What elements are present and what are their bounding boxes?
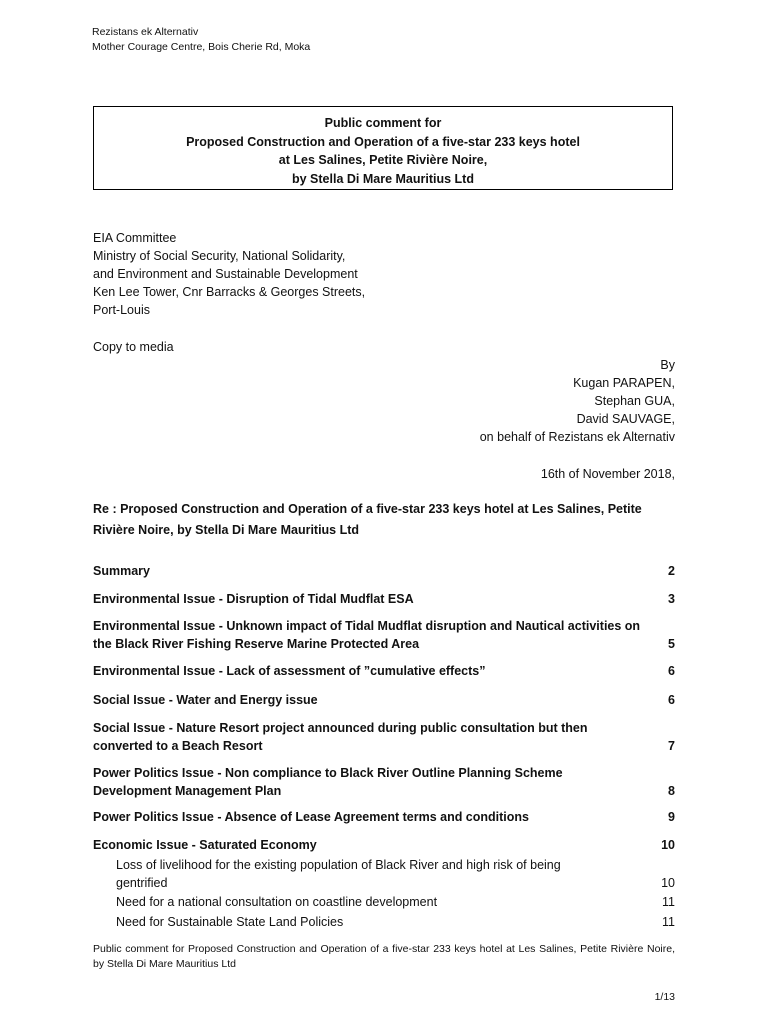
toc-subitem-title: Need for a national consultation on coastline development bbox=[116, 895, 438, 909]
toc-subitem-title: Loss of livelihood for the existing population of Black River and high risk of being gentrified bbox=[116, 858, 561, 890]
toc-item bbox=[93, 691, 675, 709]
toc-item-title: Summary bbox=[93, 564, 150, 578]
toc-subitem-page: 10 bbox=[661, 876, 675, 890]
toc-item-title: Social Issue - Water and Energy issue bbox=[93, 693, 318, 707]
toc-item-page: 3 bbox=[668, 592, 675, 606]
recipient-line-3: and Environment and Sustainable Development bbox=[93, 267, 358, 281]
toc-item-page: 6 bbox=[668, 664, 675, 678]
toc-item-page: 10 bbox=[661, 838, 675, 852]
recipient-line-1: EIA Committee bbox=[93, 231, 177, 245]
recipient-line-5: Port-Louis bbox=[93, 303, 150, 317]
title-line-1: Public comment for bbox=[324, 116, 442, 130]
page-footer: Public comment for Proposed Construction and Operation of a five-star 233 keys hotel at Les Salines, Petite Rivière Noire, by Stella Di Mare Mauritius Ltd bbox=[93, 943, 675, 970]
toc-subitem-page: 11 bbox=[662, 915, 675, 929]
toc-item bbox=[93, 719, 675, 755]
title-line-3: at Les Salines, Petite Rivière Noire, bbox=[278, 153, 488, 167]
toc-item bbox=[93, 808, 675, 826]
toc-subitem-title: Need for Sustainable State Land Policies bbox=[116, 915, 344, 929]
toc-subitem bbox=[116, 913, 675, 931]
toc-item bbox=[93, 764, 675, 800]
toc-subitem bbox=[116, 893, 675, 911]
document-date: 16th of November 2018, bbox=[540, 467, 675, 481]
recipient-address bbox=[93, 229, 365, 319]
author-1: Kugan PARAPEN, bbox=[573, 376, 675, 390]
recipient-line-4: Ken Lee Tower, Cnr Barracks & Georges Streets, bbox=[93, 285, 366, 299]
authors-block bbox=[480, 356, 675, 446]
toc-item-page: 7 bbox=[668, 739, 675, 753]
title-box bbox=[93, 106, 673, 190]
header-org: Rezistans ek Alternativ bbox=[92, 26, 199, 38]
toc-item-page: 5 bbox=[668, 637, 675, 651]
authors-by: By bbox=[660, 358, 675, 372]
toc-subitem bbox=[116, 856, 675, 892]
title-line-2: Proposed Construction and Operation of a five-star 233 keys hotel bbox=[186, 134, 580, 149]
toc-item-title: Economic Issue - Saturated Economy bbox=[93, 838, 317, 852]
toc-item bbox=[93, 617, 675, 653]
page-number: 1/13 bbox=[654, 991, 675, 1003]
toc-item-title: Environmental Issue - Disruption of Tidal Mudflat ESA bbox=[93, 592, 414, 606]
toc-item-title: Environmental Issue - Lack of assessment of ”cumulative effects” bbox=[93, 664, 486, 678]
toc-item-page: 6 bbox=[668, 693, 675, 707]
header-address: Mother Courage Centre, Bois Cherie Rd, Moka bbox=[92, 41, 311, 53]
toc-item-title: Power Politics Issue - Non compliance to Black River Outline Planning Scheme Development Management Plan bbox=[93, 766, 563, 798]
author-3: David SAUVAGE, bbox=[576, 412, 675, 426]
authors-behalf: on behalf of Rezistans ek Alternativ bbox=[479, 430, 675, 444]
toc-item-page: 8 bbox=[668, 784, 675, 798]
toc-item-title: Power Politics Issue - Absence of Lease Agreement terms and conditions bbox=[93, 810, 529, 824]
toc-item bbox=[93, 562, 675, 580]
toc-item bbox=[93, 590, 675, 608]
title-line-4: by Stella Di Mare Mauritius Ltd bbox=[292, 171, 474, 186]
toc-item bbox=[93, 662, 675, 680]
toc-subitem-page: 11 bbox=[662, 895, 675, 909]
toc-item-page: 9 bbox=[668, 810, 675, 824]
copy-to: Copy to media bbox=[93, 340, 174, 354]
recipient-line-2: Ministry of Social Security, National Solidarity, bbox=[93, 249, 346, 263]
author-2: Stephan GUA, bbox=[594, 394, 675, 408]
toc-item-page: 2 bbox=[668, 564, 675, 578]
toc-item-title: Environmental Issue - Unknown impact of Tidal Mudflat disruption and Nautical activities on the Black River Fishing Reserve Marine Protected Area bbox=[93, 619, 641, 651]
toc-item bbox=[93, 836, 675, 854]
subject-line: Re : Proposed Construction and Operation of a five-star 233 keys hotel at Les Salines, Petite Rivière Noire, by Stella Di Mare Mauritius Ltd bbox=[93, 502, 642, 537]
document-header bbox=[92, 25, 310, 55]
toc-item-title: Social Issue - Nature Resort project announced during public consultation but then converted to a Beach Resort bbox=[93, 721, 588, 753]
